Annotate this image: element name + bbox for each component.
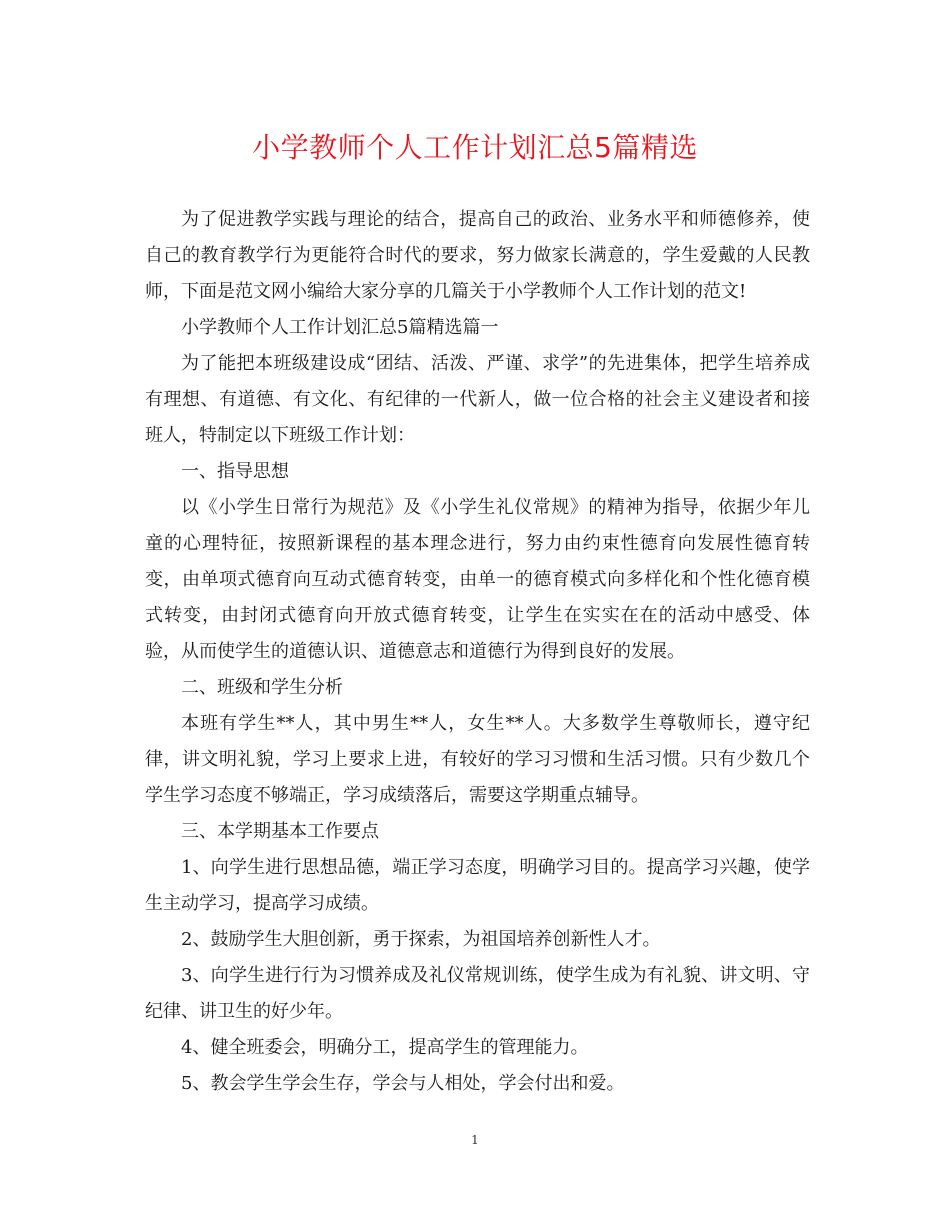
heading-guiding-ideology: 一、指导思想 [181, 461, 289, 482]
list-item-5: 5、教会学生学会生存，学会与人相处，学会付出和爱。 [181, 1073, 625, 1094]
paragraph-class-goal: 为了能把本班级建设成“团结、活泼、严谨、求学”的先进集体，把学生培养成有理想、有道德、有文化、有纪律的一代新人，做一位合格的社会主义建设者和接班人，特制定以下班级工作计划： [145, 353, 810, 446]
list-item-2: 2、鼓励学生大胆创新，勇于探索，为祖国培养创新性人才。 [181, 929, 661, 950]
list-item-3: 3、向学生进行行为习惯养成及礼仪常规训练，使学生成为有礼貌、讲文明、守纪律、讲卫生的好少年。 [145, 965, 810, 1022]
heading-work-points: 三、本学期基本工作要点 [181, 821, 379, 842]
paragraph-intro: 为了促进教学实践与理论的结合，提高自己的政治、业务水平和师德修养，使自己的教育教学行为更能符合时代的要求，努力做家长满意的，学生爱戴的人民教师，下面是范文网小编给大家分享的几篇关于小学教师个人工作计划的范文! [145, 209, 810, 302]
list-item-4: 4、健全班委会，明确分工，提高学生的管理能力。 [181, 1037, 589, 1058]
document-body [145, 202, 810, 1102]
paragraph-guiding-ideology: 以《小学生日常行为规范》及《小学生礼仪常规》的精神为指导，依据少年儿童的心理特征，按照新课程的基本理念进行，努力由约束性德育向发展性德育转变，由单项式德育向互动式德育转变，由单一的德育模式向多样化和个性化德育模式转变，由封闭式德育向开放式德育转变，让学生在实实在在的活动中感受、体验，从而使学生的道德认识、道德意志和道德行为得到良好的发展。 [145, 497, 810, 662]
heading-class-analysis: 二、班级和学生分析 [181, 677, 343, 698]
paragraph-class-analysis: 本班有学生**人，其中男生**人，女生**人。大多数学生尊敬师长，遵守纪律，讲文明礼貌，学习上要求上进，有较好的学习习惯和生活习惯。只有少数几个学生学习态度不够端正，学习成绩落后，需要这学期重点辅导。 [145, 713, 810, 806]
page-number: 1 [471, 1133, 479, 1147]
list-item-1: 1、向学生进行思想品德，端正学习态度，明确学习目的。提高学习兴趣，使学生主动学习，提高学习成绩。 [145, 857, 810, 914]
document-title: 小学教师个人工作计划汇总5篇精选 [252, 131, 698, 164]
paragraph-section-heading: 小学教师个人工作计划汇总5篇精选篇一 [181, 317, 499, 338]
